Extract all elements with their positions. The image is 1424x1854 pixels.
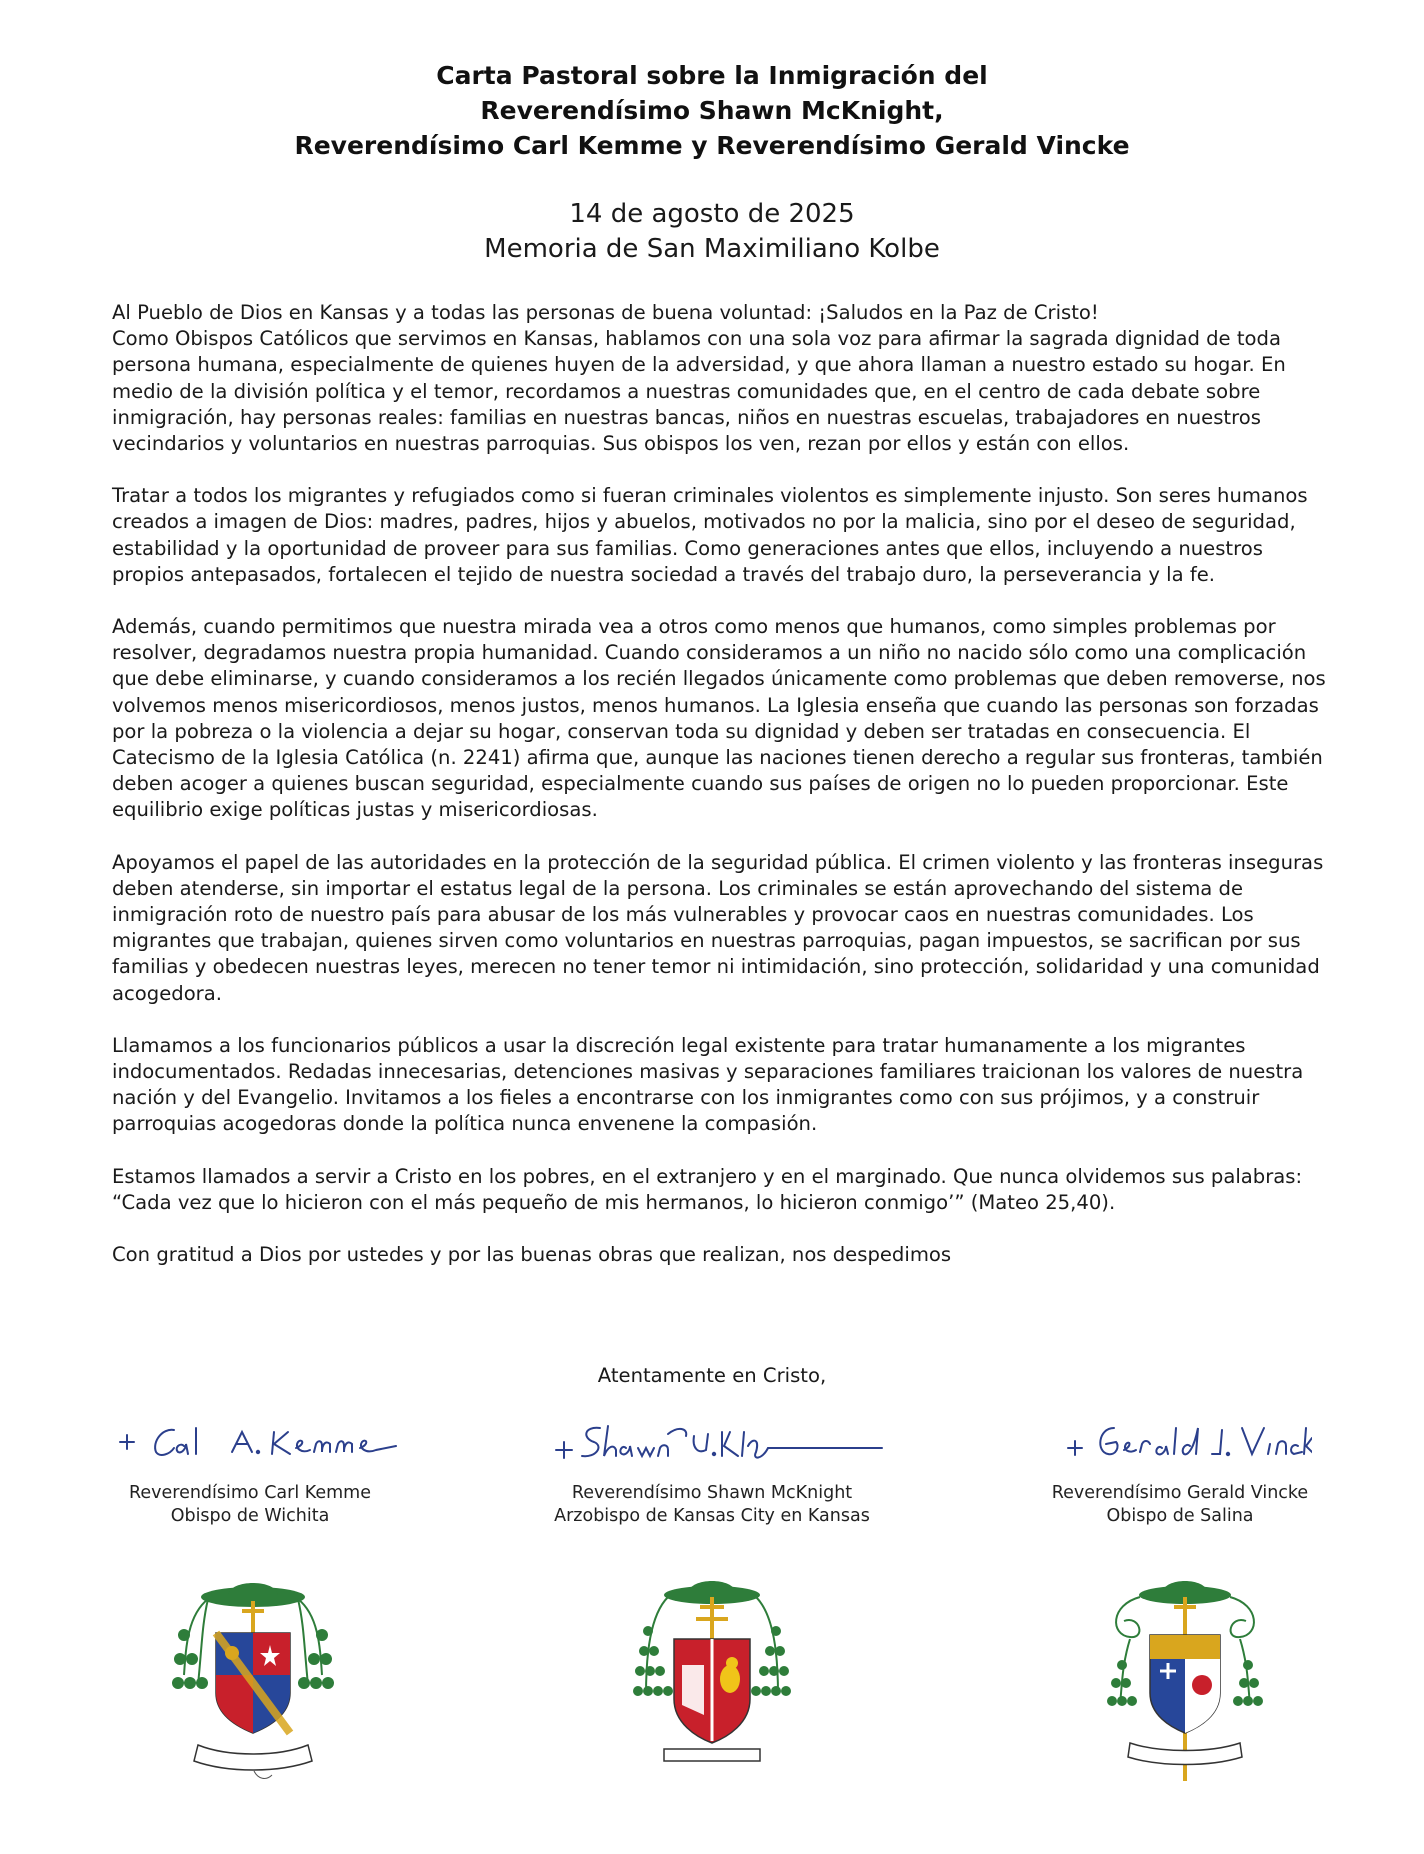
signer-vincke	[990, 1482, 1370, 1528]
paragraph-2: Tratar a todos los migrantes y refugiados como si fueran criminales violentos es simplemente injusto. Son seres humanos creados a imagen de Dios: madres, padres, hijos y abuelos, motivados no por la malicia, sino por el deseo de seguridad, estabilidad y la oportunidad de proveer para sus familias. Como generaciones antes que ellos, incluyendo a nuestros propios antepasados, fortalecen el tejido de nuestra sociedad a través del trabajo duro, la perseverancia y la fe.	[112, 484, 1308, 586]
signer-role: Arzobispo de Kansas City en Kansas	[554, 1506, 870, 1526]
signature-kemme	[112, 1408, 402, 1478]
signer-name: Reverendísimo Carl Kemme	[129, 1483, 371, 1503]
letter-body	[112, 300, 1337, 1294]
greeting: Al Pueblo de Dios en Kansas y a todas las personas de buena voluntad: ¡Saludos en la Paz de Cristo!	[112, 301, 1099, 324]
paragraph-6: Estamos llamados a servir a Cristo en los pobres, en el extranjero y en el marginado. Que nunca olvidemos sus palabras: “Cada vez que lo hicieron con el más pequeño de mis hermanos, lo hicieron conmigo’” (Mateo 25,40).	[112, 1164, 1303, 1214]
signer-name: Reverendísimo Gerald Vincke	[1051, 1483, 1309, 1503]
signer-kemme	[60, 1482, 440, 1528]
paragraph-7: Con gratitud a Dios por ustedes y por las buenas obras que realizan, nos despedimos	[112, 1243, 952, 1267]
signature-vincke	[1062, 1408, 1312, 1478]
letter-date: 14 de agosto de 2025	[569, 199, 855, 229]
paragraph-4: Apoyamos el papel de las autoridades en la protección de la seguridad pública. El crimen violento y las fronteras inseguras deben atenderse, sin importar el estatus legal de la persona. Los criminales se están aprovechando del sistema de inmigración roto de nuestro país para abusar de los más vulnerables y provocar caos en nuestras comunidades. Los migrantes que trabajan, quienes sirven como voluntarios en nuestras parroquias, pagan impuestos, se sacrifican por sus familias y obedecen nuestras leyes, merecen no tener temor ni intimidación, sino protección, solidaridad y una comunidad acogedora.	[112, 850, 1324, 1005]
title-line-3: Reverendísimo Carl Kemme y Reverendísimo Gerald Vincke	[294, 131, 1130, 160]
closing-salutation: Atentamente en Cristo,	[597, 1364, 827, 1387]
title-line-1: Carta Pastoral sobre la Inmigración del	[436, 61, 988, 90]
signer-mcknight	[522, 1482, 902, 1528]
coat-of-arms-kansas-city	[632, 1575, 792, 1785]
signer-name: Reverendísimo Shawn McKnight	[571, 1483, 853, 1503]
signer-role: Obispo de Salina	[1106, 1506, 1254, 1526]
paragraph-1: Como Obispos Católicos que servimos en Kansas, hablamos con una sola voz para afirmar la sagrada dignidad de toda persona humana, especialmente de quienes huyen de la adversidad, y que ahora llaman a nuestro estado su hogar. En medio de la división política y el temor, recordamos a nuestras comunidades que, en el centro de cada debate sobre inmigración, hay personas reales: familias en nuestras bancas, niños en nuestras escuelas, trabajadores en nuestros vecindarios y voluntarios en nuestras parroquias. Sus obispos los ven, rezan por ellos y están con ellos.	[112, 327, 1286, 456]
title-line-2: Reverendísimo Shawn McKnight,	[480, 96, 944, 125]
paragraph-5: Llamamos a los funcionarios públicos a usar la discreción legal existente para tratar humanamente a los migrantes indocumentados. Redadas innecesarias, detenciones masivas y separaciones familiares traicionan los valores de nuestra nación y del Evangelio. Invitamos a los fieles a encontrarse con los inmigrantes como con sus prójimos, y a construir parroquias acogedoras donde la política nunca envenene la compasión.	[112, 1033, 1304, 1136]
paragraph-3: Además, cuando permitimos que nuestra mirada vea a otros como menos que humanos, como simples problemas por resolver, degradamos nuestra propia humanidad. Cuando consideramos a un niño no nacido sólo como una complicación que debe eliminarse, y cuando consideramos a los recién llegados únicamente como problemas que deben removerse, nos volvemos menos misericordiosos, menos justos, menos humanos. La Iglesia enseña que cuando las personas son forzadas por la pobreza o la violencia a dejar su hogar, conservan toda su dignidad y deben ser tratadas en consecuencia. El Catecismo de la Iglesia Católica (n. 2241) afirma que, aunque las naciones tienen derecho a regular sus fronteras, también deben acoger a quienes buscan seguridad, especialmente cuando sus países de origen no lo pueden proporcionar. Este equilibrio exige políticas justas y misericordiosas.	[112, 615, 1326, 822]
date-block	[0, 197, 1424, 267]
signature-mcknight	[552, 1408, 892, 1478]
coat-of-arms-wichita	[168, 1575, 338, 1785]
letter-title	[0, 58, 1424, 163]
signer-role: Obispo de Wichita	[170, 1506, 330, 1526]
coat-of-arms-salina	[1100, 1575, 1270, 1785]
memorial-line: Memoria de San Maximiliano Kolbe	[484, 234, 940, 264]
